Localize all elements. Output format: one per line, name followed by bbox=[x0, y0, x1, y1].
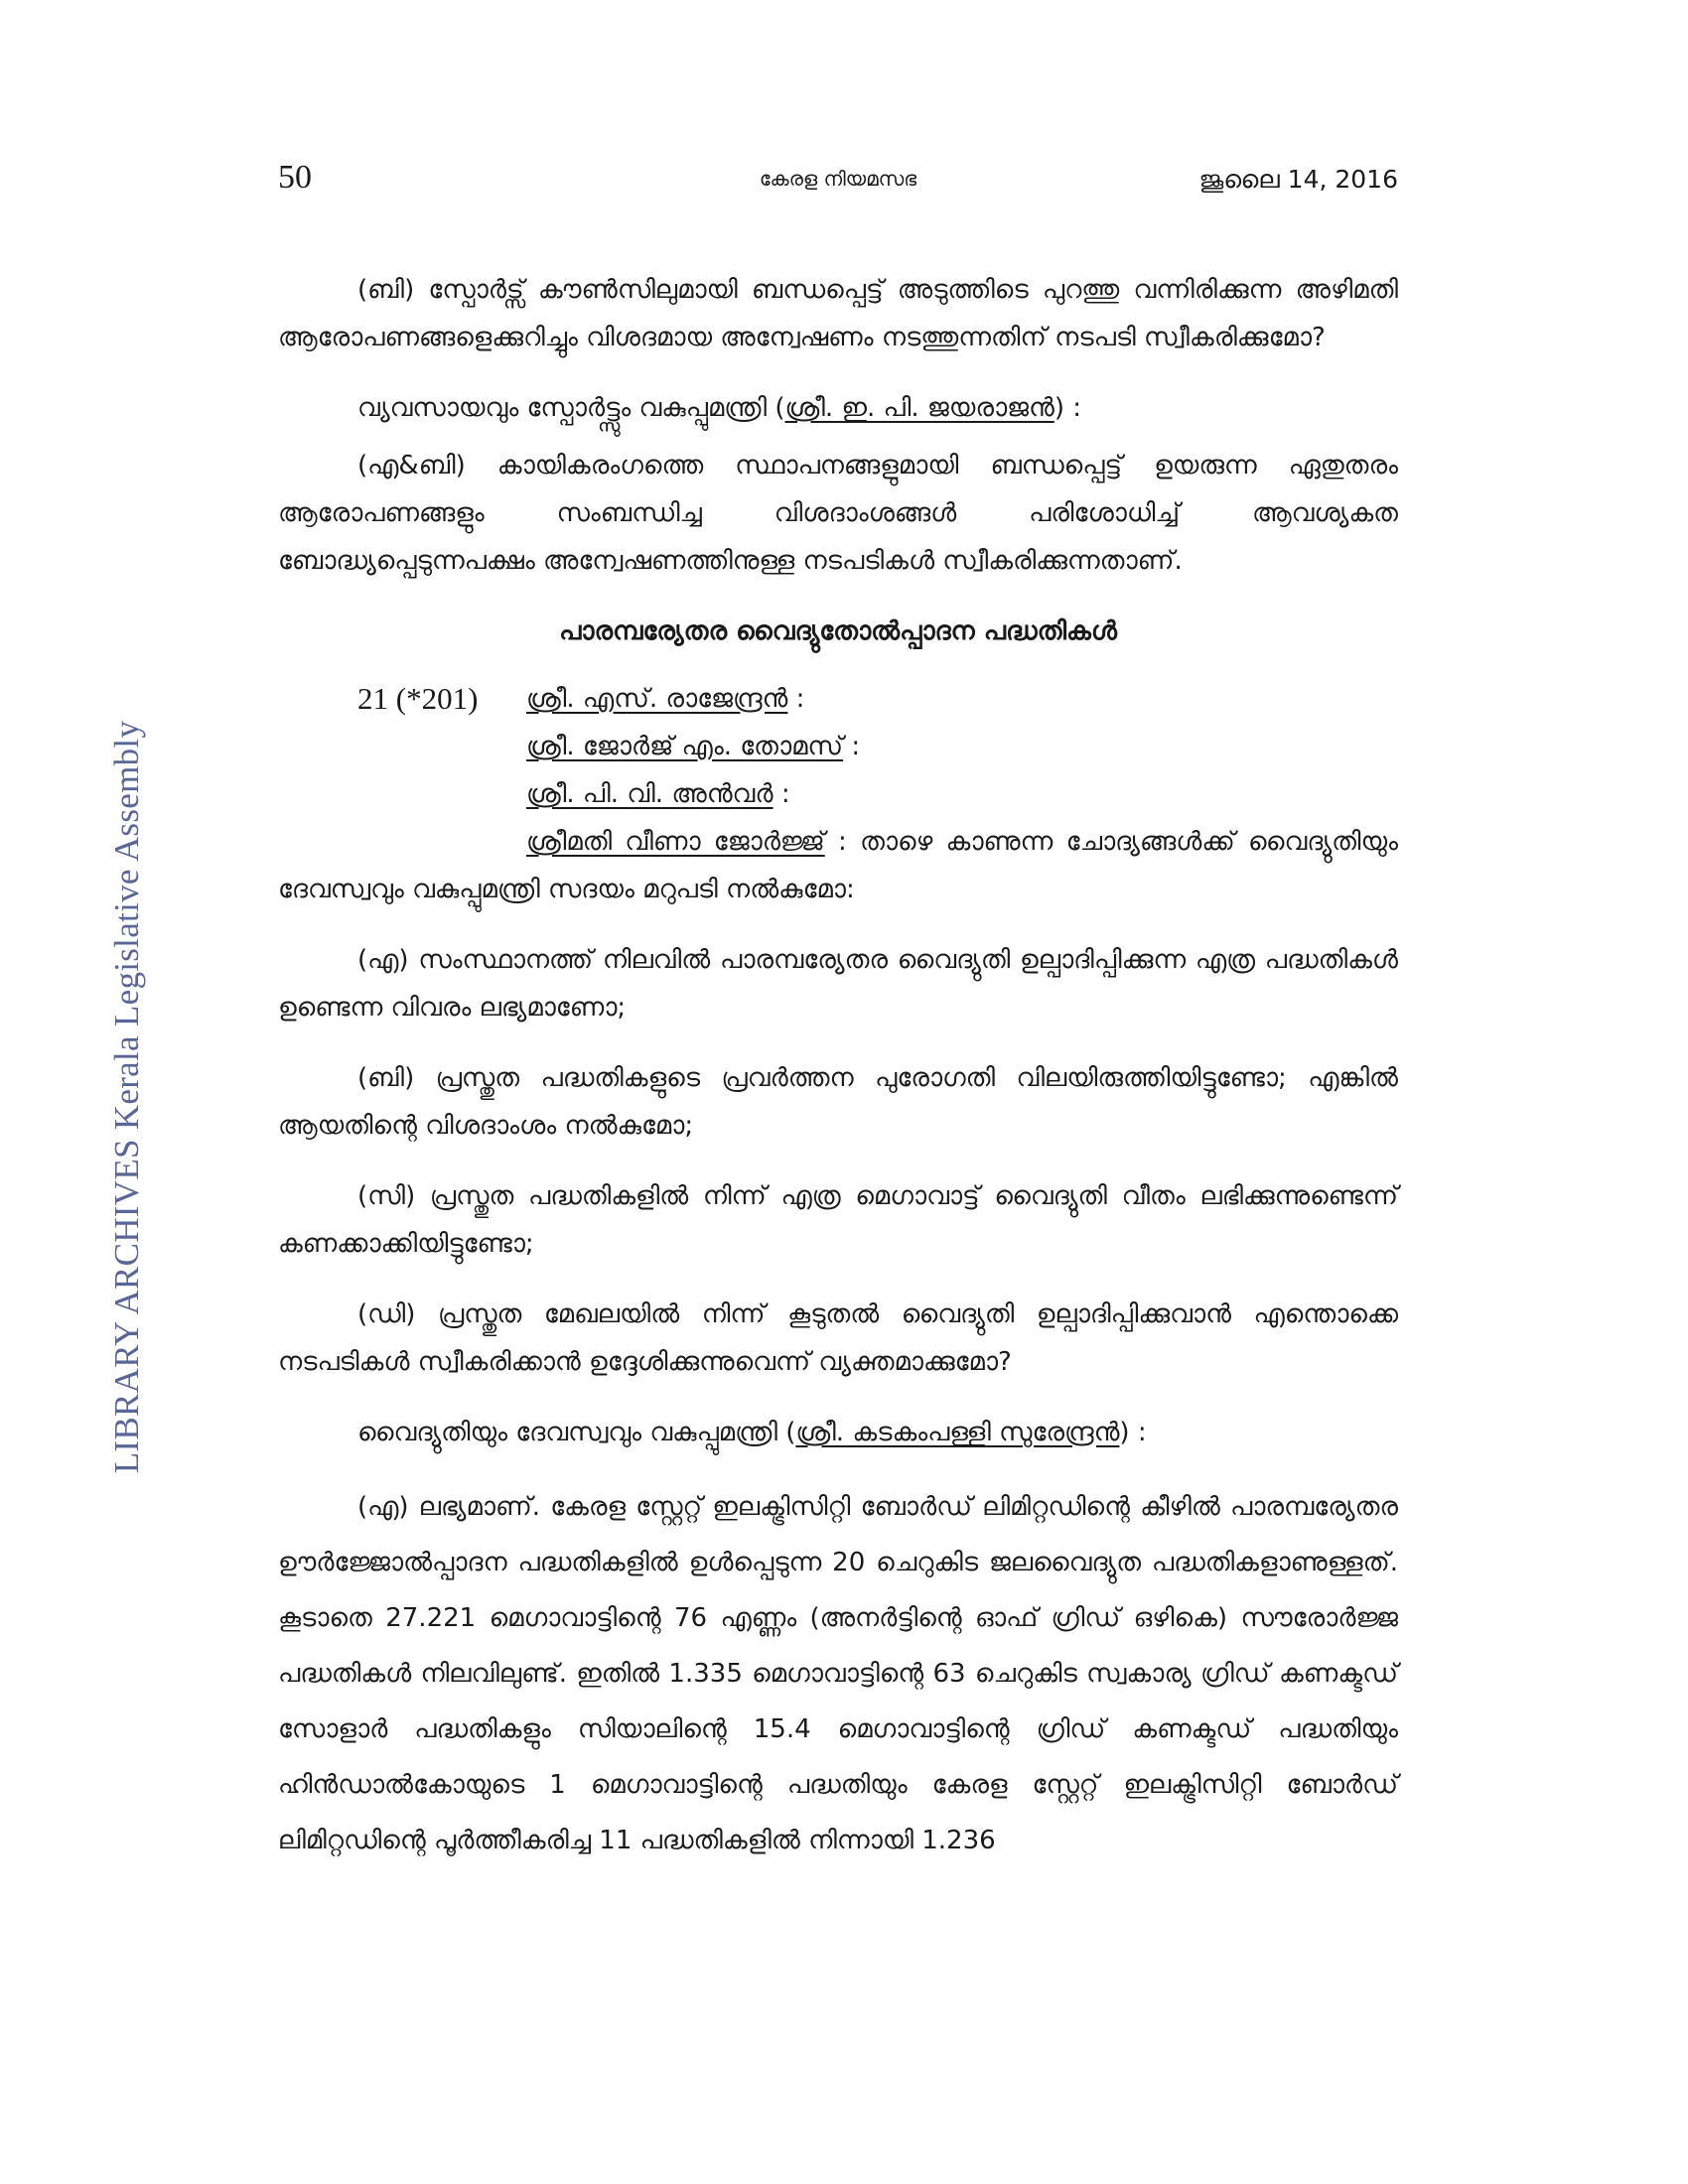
question-21 bbox=[278, 675, 1398, 913]
header-date: ജൂലൈ 14, 2016 bbox=[1198, 165, 1398, 194]
question-member-row: ശ്രീ. പി. വി. അൻവർ : bbox=[526, 779, 790, 809]
page-header bbox=[278, 159, 1398, 205]
page-number: 50 bbox=[278, 159, 312, 196]
question-intro bbox=[278, 818, 1398, 913]
member-name-last: ശ്രീമതി വീണാ ജോർജ്ജ് bbox=[526, 827, 825, 857]
minister-suffix: ) : bbox=[1119, 1418, 1147, 1447]
sub-question-c: (സി) പ്രസ്തുത പദ്ധതികളിൽ നിന്ന് എത്ര മെഗാവാട്ട് വൈദ്യുതി വീതം ലഭിക്കുന്നുണ്ടെന്ന് കണക്കാക്കിയിട്ടുണ്ടോ; bbox=[278, 1181, 1398, 1259]
minister-power-line bbox=[278, 1409, 1398, 1456]
answer-a-paragraph: (എ) ലഭ്യമാണ്. കേരള സ്റ്റേറ്റ് ഇലക്ട്രിസിറ്റി ബോർഡ് ലിമിറ്റഡിന്റെ കീഴിൽ പാരമ്പര്യേതര ഊർജ്ജോൽപ്പാദന പദ്ധതികളിൽ ഉൾപ്പെടുന്ന 20 ചെറുകിട ജലവൈദ്യുത പദ്ധതികളാണുള്ളത്. കൂടാതെ 27.221 മെഗാവാട്ടിന്റെ 76 എണ്ണം (അനർട്ടിന്റെ ഓഫ് ഗ്രിഡ് ഒഴികെ) സൗരോർജ്ജ പദ്ധതികൾ നിലവിലുണ്ട്. ഇതിൽ 1.335 മെഗാവാട്ടിന്റെ 63 ചെറുകിട സ്വകാര്യ ഗ്രിഡ് കണക്ടഡ് സോളാർ പദ്ധതികളും സിയാലിന്റെ 15.4 മെഗാവാട്ടിന്റെ ഗ്രിഡ് കണക്ടഡ് പദ്ധതിയും ഹിൻഡാൽകോയുടെ 1 മെഗാവാട്ടിന്റെ പദ്ധതിയും കേരള സ്റ്റേറ്റ് ഇലക്ട്രിസിറ്റി ബോർഡ് ലിമിറ്റഡിന്റെ പൂർത്തീകരിച്ച 11 പദ്ധതികളിൽ നിന്നായി 1.236 bbox=[278, 1492, 1398, 1855]
minister-name: ശ്രീ. കടകംപള്ളി സുരേന്ദ്രൻ bbox=[795, 1418, 1120, 1447]
member-name: ശ്രീ. എസ്. രാജേന്ദ്രൻ bbox=[526, 684, 788, 714]
archive-watermark: LIBRARY ARCHIVES Kerala Legislative Assembly bbox=[107, 720, 146, 1474]
minister-prefix: വ്യവസായവും സ്പോർട്ട്സും വകുപ്പുമന്ത്രി ( bbox=[357, 393, 785, 423]
section-heading: പാരമ്പര്യേതര വൈദ്യുതോൽപ്പാദന പദ്ധതികൾ bbox=[559, 616, 1117, 646]
answer-ab-paragraph: (എ&ബി) കായികരംഗത്തെ സ്ഥാപനങ്ങളുമായി ബന്ധപ്പെട്ട് ഉയരുന്ന ഏതുതരം ആരോപണങ്ങളും സംബന്ധിച്ച വിശദാംശങ്ങൾ പരിശോധിച്ച് ആവശ്യകത ബോദ്ധ്യപ്പെടുന്നപക്ഷം അന്വേഷണത്തിനുള്ള നടപടികൾ സ്വീകരിക്കുന്നതാണ്. bbox=[278, 451, 1398, 576]
question-member-row: 21 (*201) ശ്രീ. എസ്. രാജേന്ദ്രൻ : bbox=[278, 675, 1398, 723]
assembly-name: കേരള നിയമസഭ bbox=[759, 167, 917, 191]
question-member-row: ശ്രീ. ജോർജ് എം. തോമസ് : bbox=[526, 732, 861, 761]
minister-prefix: വൈദ്യുതിയും ദേവസ്വവും വകുപ്പുമന്ത്രി ( bbox=[357, 1418, 796, 1447]
sub-question-a: (എ) സംസ്ഥാനത്ത് നിലവിൽ പാരമ്പര്യേതര വൈദ്യുതി ഉല്പാദിപ്പിക്കുന്ന എത്ര പദ്ധതികൾ ഉണ്ടെന്ന വിവരം ലഭ്യമാണോ; bbox=[278, 945, 1398, 1023]
member-name: ശ്രീ. പി. വി. അൻവർ bbox=[526, 779, 774, 809]
member-name: ശ്രീ. ജോർജ് എം. തോമസ് bbox=[526, 732, 844, 761]
question-b-paragraph: (ബി) സ്പോർട്സ് കൗൺസിലുമായി ബന്ധപ്പെട്ട് അടുത്തിടെ പുറത്തു വന്നിരിക്കുന്ന അഴിമതി ആരോപണങ്ങളെക്കുറിച്ചും വിശദമായ അന്വേഷണം നടത്തുന്നതിന് നടപടി സ്വീകരിക്കുമോ? bbox=[278, 275, 1398, 352]
minister-suffix: ) : bbox=[1054, 393, 1081, 423]
question-number: 21 (*201) bbox=[357, 681, 479, 716]
minister-sports-line bbox=[278, 384, 1398, 432]
sub-question-b: (ബി) പ്രസ്തുത പദ്ധതികളുടെ പ്രവർത്തന പുരോഗതി വിലയിരുത്തിയിട്ടുണ്ടോ; എങ്കിൽ ആയതിന്റെ വിശദാംശം നൽകുമോ; bbox=[278, 1063, 1398, 1141]
page-content bbox=[278, 266, 1398, 1891]
question-intro-text: : താഴെ കാണുന്ന ചോദ്യങ്ങൾക്ക് വൈദ്യുതിയും ദേവസ്വവും വകുപ്പുമന്ത്രി സദയം മറുപടി നൽകുമോ: bbox=[278, 827, 1398, 904]
sub-question-d: (ഡി) പ്രസ്തുത മേഖലയിൽ നിന്ന് കൂടുതൽ വൈദ്യുതി ഉല്പാദിപ്പിക്കുവാൻ എന്തൊക്കെ നടപടികൾ സ്വീകരിക്കാൻ ഉദ്ദേശിക്കുന്നുവെന്ന് വ്യക്തമാക്കുമോ? bbox=[278, 1299, 1398, 1377]
minister-name: ശ്രീ. ഇ. പി. ജയരാജൻ bbox=[784, 393, 1055, 423]
